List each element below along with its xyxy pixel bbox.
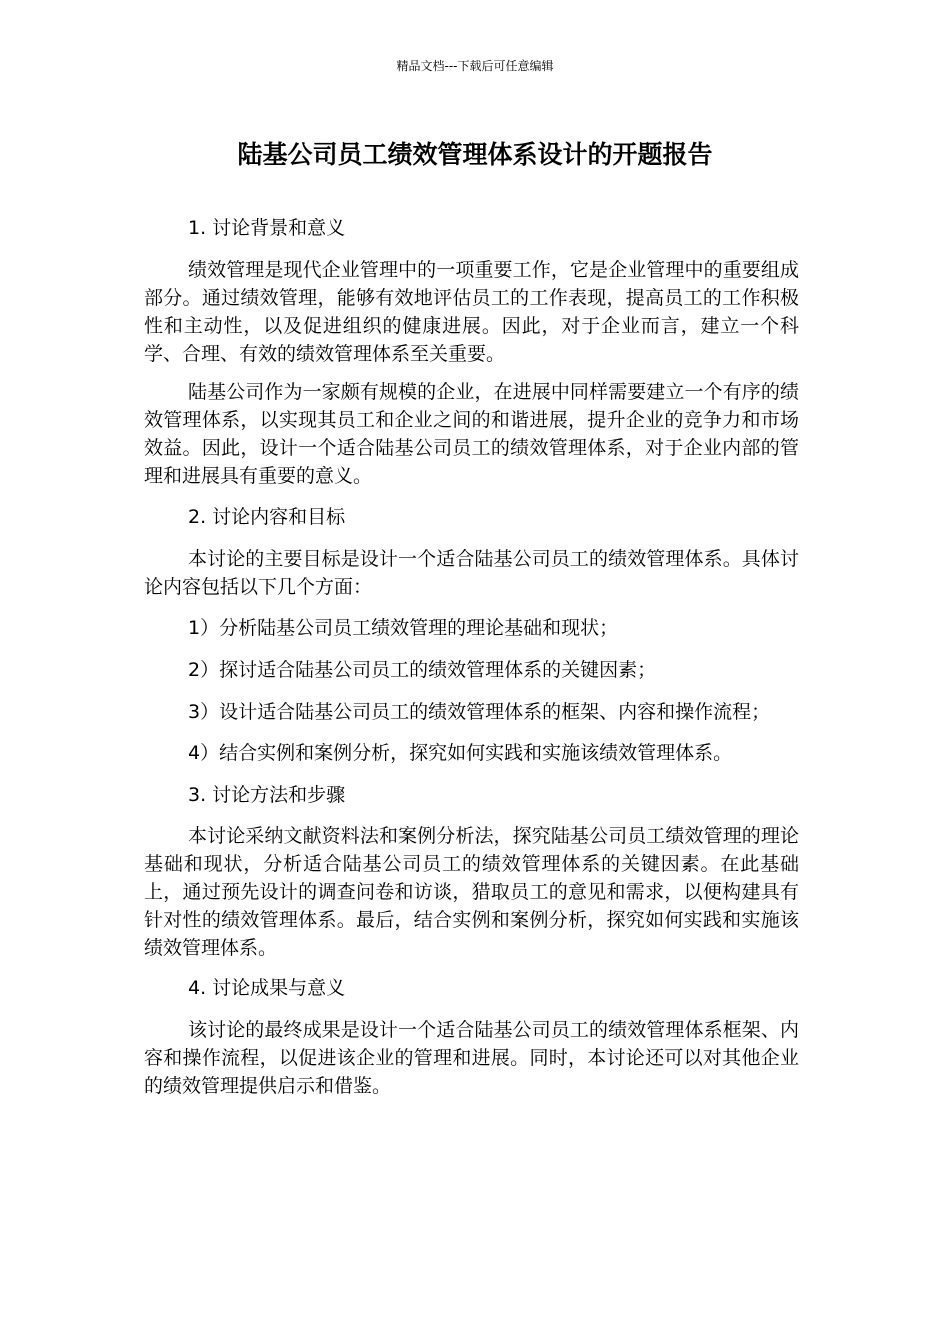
header-note: 精品文档---下载后可任意编辑 [396, 59, 554, 73]
section-2-heading: 2. 讨论内容和目标 [188, 506, 346, 528]
section-2-item-1: 1）分析陆基公司员工绩效管理的理论基础和现状； [188, 617, 619, 639]
section-3-paragraph-1: 本讨论采纳文献资料法和案例分析法，探究陆基公司员工绩效管理的理论基础和现状，分析适合陆基公司员工的绩效管理体系的关键因素。在此基础上，通过预先设计的调查问卷和访谈，猎取员工的意见和需求，以便构建具有针对性的绩效管理体系。最后，结合实例和案例分析，探究如何实践和实施该绩效管理体系。 [144, 825, 799, 959]
section-2-paragraph-1: 本讨论的主要目标是设计一个适合陆基公司员工的绩效管理体系。具体讨论内容包括以下几个方面： [144, 548, 799, 598]
section-4-paragraph-1: 该讨论的最终成果是设计一个适合陆基公司员工的绩效管理体系框架、内容和操作流程，以促进该企业的管理和进展。同时，本讨论还可以对其他企业的绩效管理提供启示和借鉴。 [144, 1019, 799, 1097]
section-1-paragraph-1: 绩效管理是现代企业管理中的一项重要工作，它是企业管理中的重要组成部分。通过绩效管理，能够有效地评估员工的工作表现，提高员工的工作积极性和主动性，以及促进组织的健康进展。因此，对于企业而言，建立一个科学、合理、有效的绩效管理体系至关重要。 [144, 259, 799, 365]
section-2-item-2: 2）探讨适合陆基公司员工的绩效管理体系的关键因素； [188, 659, 657, 681]
section-4-heading: 4. 讨论成果与意义 [188, 977, 346, 999]
section-3-heading: 3. 讨论方法和步骤 [188, 784, 346, 806]
section-1-paragraph-2: 陆基公司作为一家颇有规模的企业，在进展中同样需要建立一个有序的绩效管理体系，以实现其员工和企业之间的和谐进展，提升企业的竞争力和市场效益。因此，设计一个适合陆基公司员工的绩效管理体系，对于企业内部的管理和进展具有重要的意义。 [144, 381, 799, 487]
document-title: 陆基公司员工绩效管理体系设计的开题报告 [237, 140, 713, 169]
section-2-item-3: 3）设计适合陆基公司员工的绩效管理体系的框架、内容和操作流程； [188, 701, 771, 723]
section-1-heading: 1. 讨论背景和意义 [188, 217, 346, 239]
section-2-item-4: 4）结合实例和案例分析，探究如何实践和实施该绩效管理体系。 [188, 742, 733, 764]
